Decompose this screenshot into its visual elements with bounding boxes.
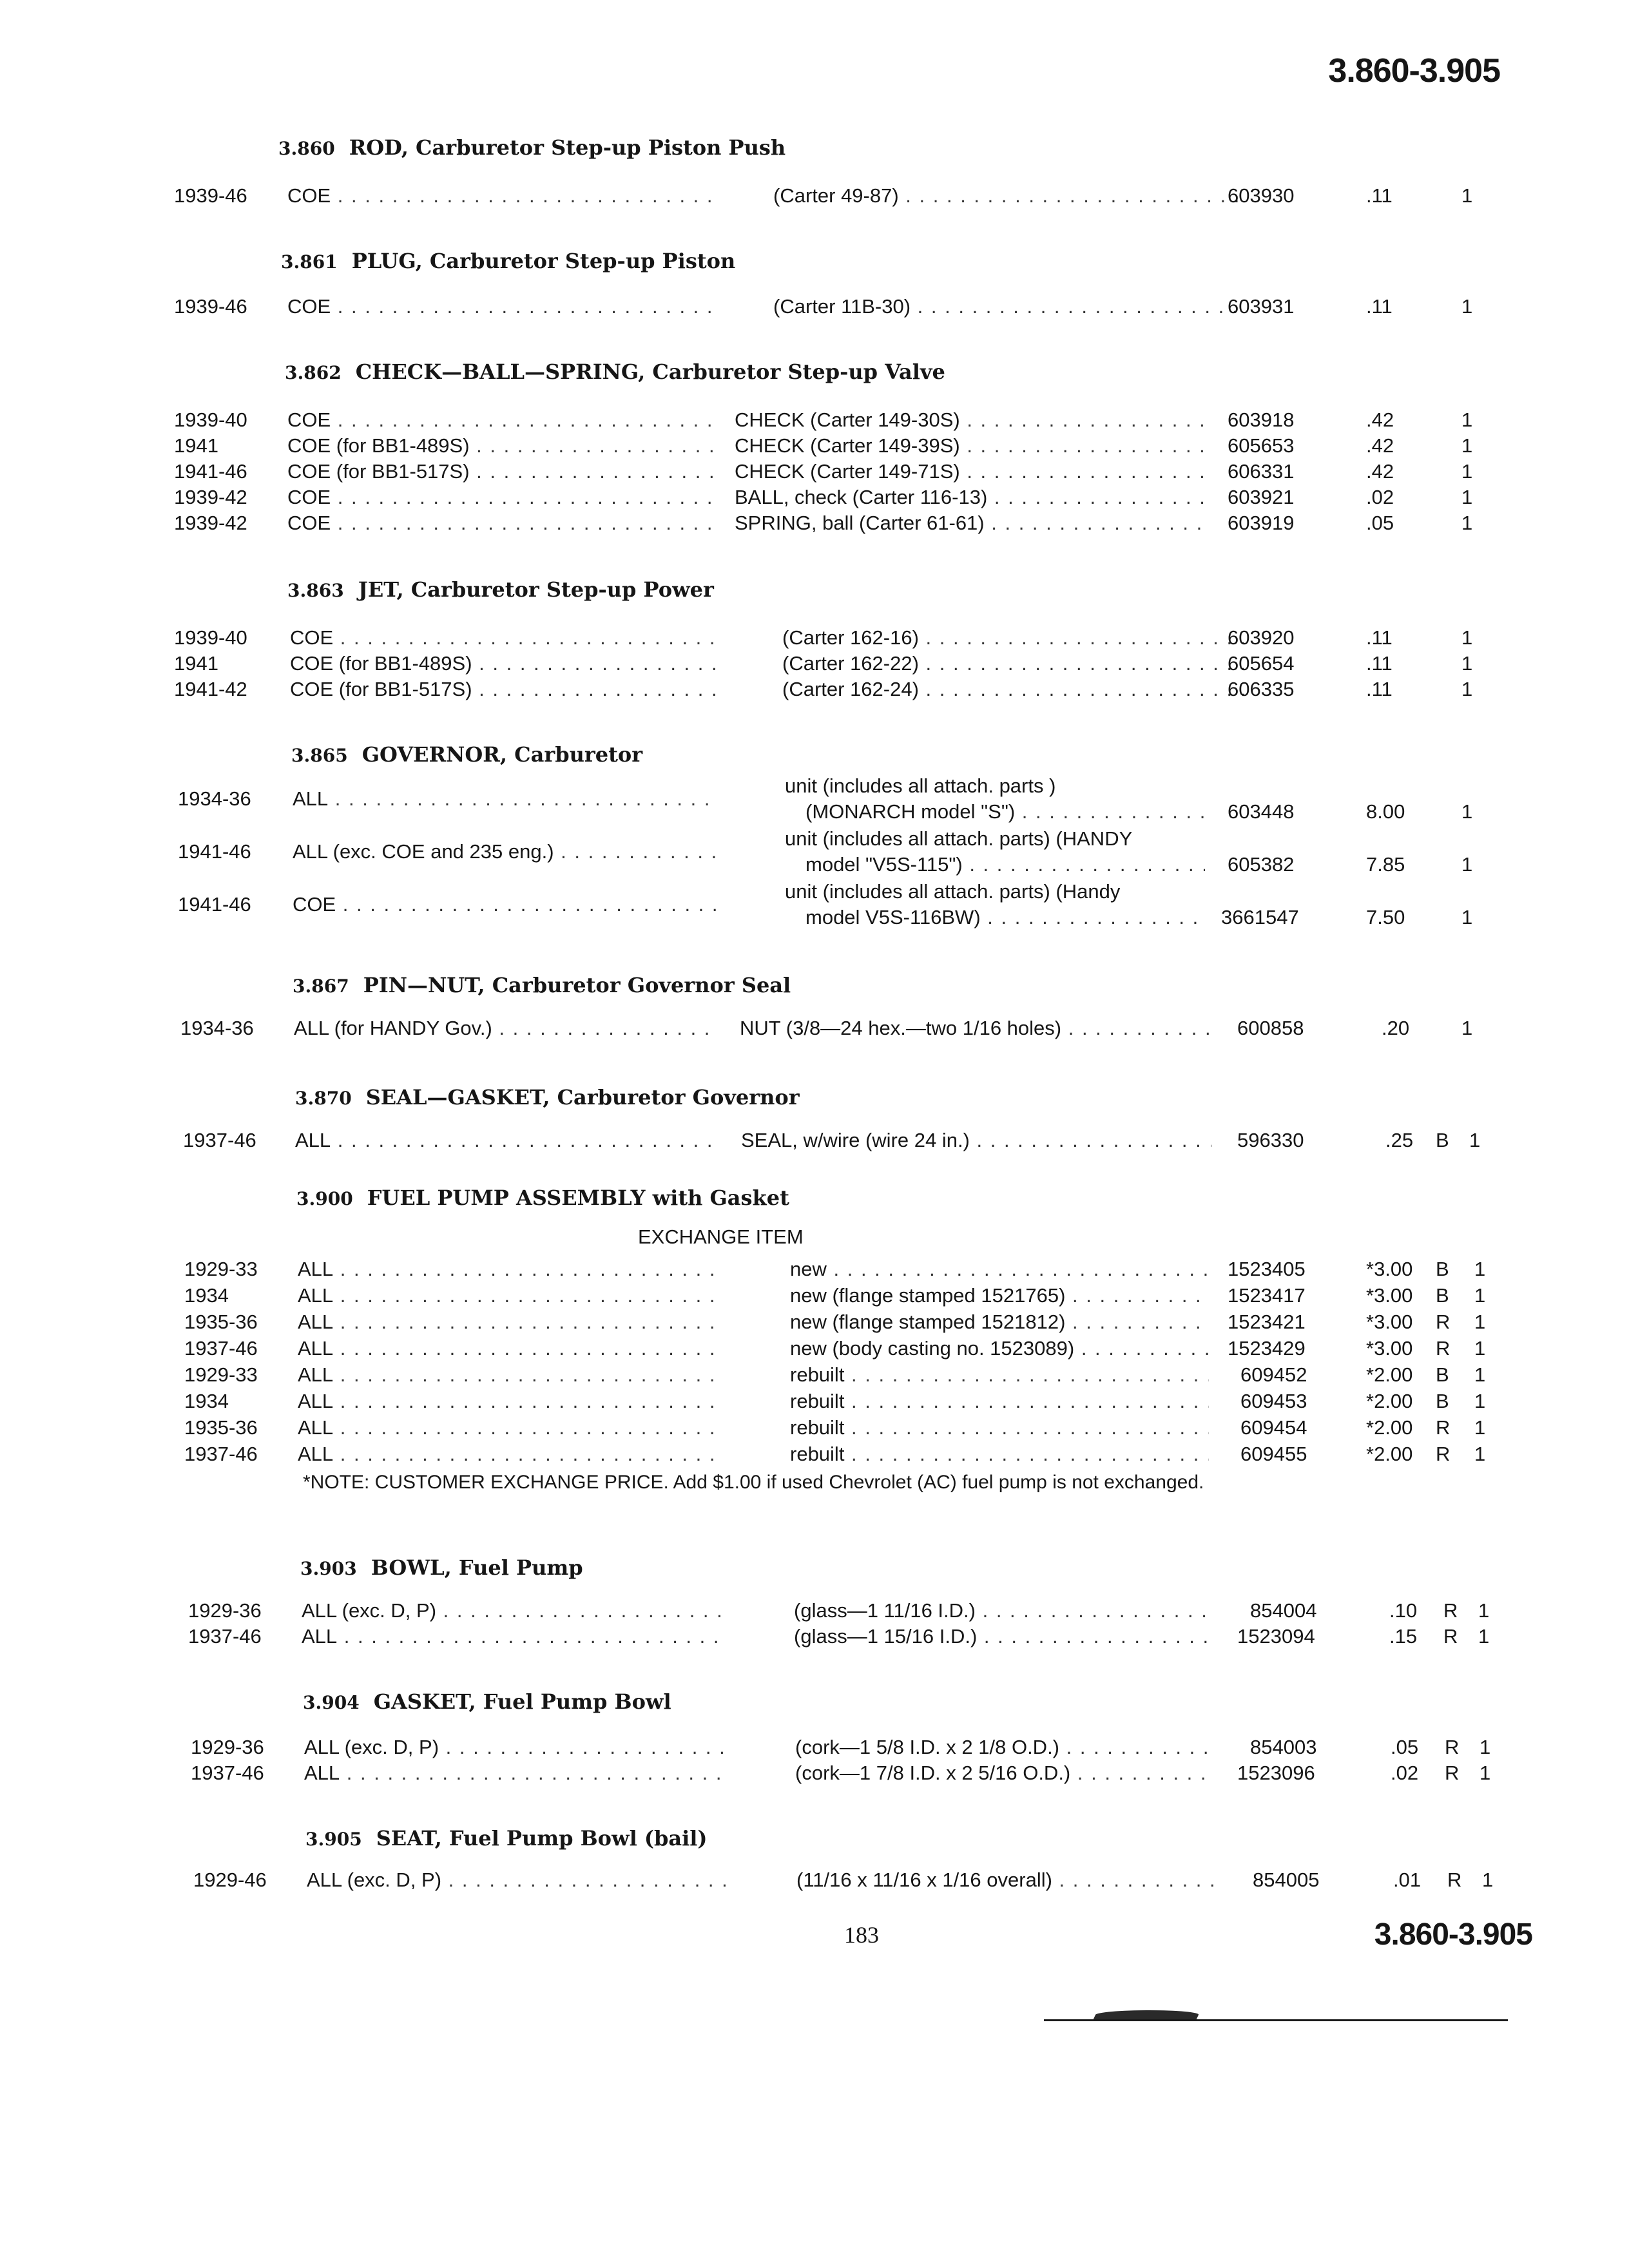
code: R — [1443, 1599, 1458, 1622]
section-number: 3.865 — [291, 745, 348, 766]
code: R — [1436, 1337, 1451, 1360]
price: .11 — [1366, 184, 1393, 207]
section-number: 3.905 — [305, 1829, 362, 1850]
description: (11/16 x 11/16 x 1/16 overall) . . . — [796, 1869, 1215, 1892]
model: COE (for BB1-489S) . . . — [287, 434, 713, 457]
description: rebuilt . . . — [790, 1443, 1209, 1466]
model: COE . . . — [287, 408, 713, 432]
description: new . . . — [790, 1258, 1209, 1281]
section-number: 3.870 — [295, 1088, 352, 1109]
part-number: 600858 — [1237, 1017, 1304, 1039]
table-row — [0, 678, 1629, 704]
description-continued: model "V5S-115") . . . — [805, 853, 1205, 876]
quantity: 1 — [1461, 1017, 1473, 1039]
years: 1937-46 — [183, 1129, 256, 1151]
section-title: PLUG, Carburetor Step-up Piston — [351, 249, 736, 273]
section-heading — [291, 742, 642, 767]
code: B — [1436, 1129, 1449, 1151]
model: COE . . . — [293, 893, 718, 916]
model: ALL . . . — [298, 1284, 723, 1307]
section-number: 3.900 — [296, 1188, 353, 1209]
part-number: 603930 — [1228, 184, 1295, 207]
model: ALL (exc. D, P) . . . — [304, 1736, 729, 1759]
section-number: 3.863 — [287, 580, 344, 601]
part-number: 3661547 — [1221, 906, 1299, 928]
model: ALL . . . — [298, 1443, 723, 1466]
model: COE . . . — [290, 626, 715, 649]
description: (Carter 49-87) . . . — [773, 184, 1244, 207]
table-row — [0, 1258, 1629, 1283]
years: 1929-36 — [188, 1599, 262, 1622]
table-row — [0, 1736, 1629, 1762]
price: .05 — [1391, 1736, 1419, 1758]
price: *3.00 — [1366, 1258, 1413, 1280]
years: 1941 — [174, 434, 218, 457]
description: CHECK (Carter 149-30S) . . . — [735, 408, 1205, 432]
section-heading — [285, 360, 945, 384]
quantity: 1 — [1461, 626, 1473, 649]
description: new (flange stamped 1521765) . . . — [790, 1284, 1209, 1307]
table-row — [0, 1869, 1629, 1894]
part-number: 1523094 — [1237, 1625, 1315, 1648]
quantity: 1 — [1461, 486, 1473, 508]
page-range-bottom: 3.860-3.905 — [1374, 1917, 1532, 1952]
quantity: 1 — [1461, 652, 1473, 675]
model: ALL . . . — [298, 1416, 723, 1439]
part-number: 603920 — [1228, 626, 1295, 649]
table-row — [0, 1599, 1629, 1625]
description: SEAL, w/wire (wire 24 in.) . . . — [741, 1129, 1211, 1152]
part-number: 609454 — [1240, 1416, 1307, 1439]
section-heading — [281, 249, 735, 273]
price: .10 — [1389, 1599, 1418, 1622]
section-number: 3.862 — [285, 362, 342, 383]
table-row — [0, 1337, 1629, 1363]
price: .05 — [1366, 512, 1394, 534]
table-row — [0, 1284, 1629, 1310]
table-row — [0, 1416, 1629, 1442]
exchange-item-subheading: EXCHANGE ITEM — [638, 1225, 804, 1248]
table-row — [0, 774, 1629, 823]
description: new (flange stamped 1521812) . . . — [790, 1311, 1209, 1334]
quantity: 1 — [1480, 1736, 1491, 1758]
model: ALL . . . — [295, 1129, 720, 1152]
quantity: 1 — [1461, 434, 1473, 457]
price: .11 — [1366, 295, 1393, 318]
table-row — [0, 460, 1629, 486]
table-row — [0, 1762, 1629, 1787]
part-number: 603918 — [1228, 408, 1295, 431]
description: rebuilt . . . — [790, 1416, 1209, 1439]
page-range-top: 3.860-3.905 — [1328, 52, 1500, 90]
price: 7.85 — [1366, 853, 1405, 876]
price: 8.00 — [1366, 800, 1405, 823]
price: .20 — [1382, 1017, 1410, 1039]
years: 1937-46 — [188, 1625, 262, 1648]
section-title: PIN—NUT, Carburetor Governor Seal — [363, 973, 791, 997]
code: R — [1447, 1869, 1462, 1891]
section-heading — [278, 135, 786, 160]
price: .11 — [1366, 652, 1393, 675]
table-row — [0, 1625, 1629, 1651]
years: 1929-46 — [193, 1869, 267, 1891]
part-number: 606331 — [1228, 460, 1295, 483]
table-row — [0, 1390, 1629, 1416]
years: 1935-36 — [184, 1416, 258, 1439]
model: COE (for BB1-517S) . . . — [287, 460, 713, 483]
years: 1929-33 — [184, 1258, 258, 1280]
section-heading — [305, 1826, 708, 1850]
description: new (body casting no. 1523089) . . . — [790, 1337, 1209, 1360]
model: COE (for BB1-517S) . . . — [290, 678, 715, 701]
part-number: 603919 — [1228, 512, 1295, 534]
table-row — [0, 486, 1629, 512]
years: 1941-42 — [174, 678, 247, 700]
part-number: 854003 — [1250, 1736, 1317, 1758]
years: 1941 — [174, 652, 218, 675]
section-title: GOVERNOR, Carburetor — [361, 742, 643, 767]
price: .11 — [1366, 626, 1393, 649]
part-number: 605654 — [1228, 652, 1295, 675]
part-number: 1523405 — [1228, 1258, 1306, 1280]
quantity: 1 — [1461, 295, 1473, 318]
section-heading — [303, 1689, 671, 1714]
description: (Carter 162-24) . . . — [782, 678, 1253, 701]
section-title: SEAL—GASKET, Carburetor Governor — [365, 1085, 800, 1110]
quantity: 1 — [1474, 1258, 1486, 1280]
price: .42 — [1366, 460, 1394, 483]
years: 1929-33 — [184, 1363, 258, 1386]
part-number: 606335 — [1228, 678, 1295, 700]
part-number: 609455 — [1240, 1443, 1307, 1465]
description: (Carter 162-22) . . . — [782, 652, 1253, 675]
part-number: 605382 — [1228, 853, 1295, 876]
years: 1939-42 — [174, 486, 247, 508]
quantity: 1 — [1482, 1869, 1494, 1891]
price: *2.00 — [1366, 1416, 1413, 1439]
table-row — [0, 1363, 1629, 1389]
code: B — [1436, 1363, 1449, 1386]
quantity: 1 — [1461, 408, 1473, 431]
description-continued: (MONARCH model "S") . . . — [805, 800, 1205, 823]
section-title: SEAT, Fuel Pump Bowl (bail) — [376, 1826, 708, 1850]
page-number: 183 — [844, 1922, 879, 1948]
part-number: 603448 — [1228, 800, 1295, 823]
quantity: 1 — [1474, 1443, 1486, 1465]
quantity: 1 — [1474, 1311, 1486, 1333]
description: SPRING, ball (Carter 61-61) . . . — [735, 512, 1205, 535]
quantity: 1 — [1461, 512, 1473, 534]
section-number: 3.903 — [300, 1558, 357, 1579]
price: .42 — [1366, 434, 1394, 457]
section-number: 3.867 — [293, 975, 349, 997]
section-title: CHECK—BALL—SPRING, Carburetor Step-up Valve — [355, 360, 945, 384]
quantity: 1 — [1478, 1625, 1490, 1648]
code: B — [1436, 1258, 1449, 1280]
years: 1941-46 — [178, 893, 251, 916]
description: BALL, check (Carter 116-13) . . . — [735, 486, 1205, 509]
code: R — [1436, 1416, 1451, 1439]
model: ALL . . . — [304, 1762, 729, 1785]
section-heading — [295, 1085, 800, 1110]
quantity: 1 — [1461, 460, 1473, 483]
part-number: 609452 — [1240, 1363, 1307, 1386]
table-row — [0, 652, 1629, 678]
model: COE . . . — [287, 184, 713, 207]
price: .02 — [1366, 486, 1394, 508]
years: 1939-42 — [174, 512, 247, 534]
section-heading — [293, 973, 791, 997]
description: rebuilt . . . — [790, 1390, 1209, 1413]
quantity: 1 — [1474, 1363, 1486, 1386]
model: ALL . . . — [298, 1258, 723, 1281]
section-number: 3.860 — [278, 138, 335, 159]
part-number: 1523096 — [1237, 1762, 1315, 1784]
model: ALL . . . — [298, 1363, 723, 1387]
quantity: 1 — [1461, 906, 1473, 928]
table-row — [0, 184, 1629, 210]
quantity: 1 — [1480, 1762, 1491, 1784]
table-row — [0, 827, 1629, 876]
model: COE . . . — [287, 512, 713, 535]
model: ALL (for HANDY Gov.) . . . — [294, 1017, 719, 1040]
years: 1934-36 — [178, 787, 251, 810]
price: .02 — [1391, 1762, 1419, 1784]
quantity: 1 — [1461, 678, 1473, 700]
section-number: 3.904 — [303, 1692, 360, 1713]
part-number: 1523417 — [1228, 1284, 1306, 1307]
model: ALL (exc. D, P) . . . — [302, 1599, 727, 1622]
part-number: 854004 — [1250, 1599, 1317, 1622]
table-row — [0, 434, 1629, 460]
description: CHECK (Carter 149-39S) . . . — [735, 434, 1205, 457]
model: ALL . . . — [298, 1337, 723, 1360]
years: 1937-46 — [191, 1762, 264, 1784]
code: R — [1436, 1311, 1451, 1333]
section-heading — [300, 1555, 583, 1580]
exchange-price-note: *NOTE: CUSTOMER EXCHANGE PRICE. Add $1.00 if used Chevrolet (AC) fuel pump is not exchanged. — [303, 1472, 1204, 1493]
years: 1934 — [184, 1284, 229, 1307]
price: *3.00 — [1366, 1337, 1413, 1360]
description-continued: model V5S-116BW) . . . — [805, 906, 1205, 929]
part-number: 603921 — [1228, 486, 1295, 508]
table-row — [0, 626, 1629, 652]
code: R — [1443, 1625, 1458, 1648]
description: (glass—1 11/16 I.D.) . . . — [794, 1599, 1213, 1622]
description: unit (includes all attach. parts ) — [785, 774, 1056, 797]
quantity: 1 — [1474, 1416, 1486, 1439]
price: .25 — [1385, 1129, 1414, 1151]
price: *3.00 — [1366, 1284, 1413, 1307]
code: R — [1445, 1736, 1460, 1758]
years: 1937-46 — [184, 1337, 258, 1360]
part-number: 854005 — [1253, 1869, 1320, 1891]
part-number: 605653 — [1228, 434, 1295, 457]
years: 1939-46 — [174, 295, 247, 318]
years: 1937-46 — [184, 1443, 258, 1465]
years: 1941-46 — [174, 460, 247, 483]
section-number: 3.861 — [281, 251, 338, 273]
code: R — [1436, 1443, 1451, 1465]
model: ALL (exc. D, P) . . . — [307, 1869, 732, 1892]
years: 1934-36 — [180, 1017, 254, 1039]
years: 1929-36 — [191, 1736, 264, 1758]
table-row — [0, 295, 1629, 321]
section-title: FUEL PUMP ASSEMBLY with Gasket — [367, 1186, 789, 1210]
price: .11 — [1366, 678, 1393, 700]
years: 1934 — [184, 1390, 229, 1412]
part-number: 1523429 — [1228, 1337, 1306, 1360]
code: B — [1436, 1390, 1449, 1412]
footer-rule — [1044, 2019, 1508, 2021]
part-number: 603931 — [1228, 295, 1295, 318]
table-row — [0, 1129, 1629, 1155]
table-row — [0, 880, 1629, 928]
table-row — [0, 1443, 1629, 1468]
table-row — [0, 408, 1629, 434]
description: NUT (3/8—24 hex.—two 1/16 holes) . . . — [740, 1017, 1210, 1040]
section-heading — [287, 577, 714, 602]
model: ALL . . . — [302, 1625, 727, 1648]
model: COE . . . — [287, 486, 713, 509]
quantity: 1 — [1474, 1337, 1486, 1360]
quantity: 1 — [1474, 1284, 1486, 1307]
model: ALL (exc. COE and 235 eng.) . . . — [293, 840, 718, 863]
price: *2.00 — [1366, 1443, 1413, 1465]
years: 1935-36 — [184, 1311, 258, 1333]
description: (glass—1 15/16 I.D.) . . . — [794, 1625, 1213, 1648]
table-row — [0, 512, 1629, 537]
description: (Carter 11B-30) . . . — [773, 295, 1244, 318]
quantity: 1 — [1474, 1390, 1486, 1412]
part-number: 609453 — [1240, 1390, 1307, 1412]
model: ALL . . . — [293, 787, 718, 811]
section-title: ROD, Carburetor Step-up Piston Push — [349, 135, 786, 160]
code: B — [1436, 1284, 1449, 1307]
section-title: BOWL, Fuel Pump — [371, 1555, 583, 1580]
price: *2.00 — [1366, 1363, 1413, 1386]
price: .01 — [1393, 1869, 1422, 1891]
description: (cork—1 5/8 I.D. x 2 1/8 O.D.) . . . — [795, 1736, 1214, 1759]
footer-smudge — [1094, 2010, 1201, 2019]
part-number: 1523421 — [1228, 1311, 1306, 1333]
model: ALL . . . — [298, 1311, 723, 1334]
years: 1939-40 — [174, 408, 247, 431]
model: COE (for BB1-489S) . . . — [290, 652, 715, 675]
price: 7.50 — [1366, 906, 1405, 928]
section-heading — [296, 1186, 789, 1210]
quantity: 1 — [1461, 800, 1473, 823]
table-row — [0, 1311, 1629, 1336]
part-number: 596330 — [1237, 1129, 1304, 1151]
description: CHECK (Carter 149-71S) . . . — [735, 460, 1205, 483]
quantity: 1 — [1469, 1129, 1481, 1151]
code: R — [1445, 1762, 1460, 1784]
description: rebuilt . . . — [790, 1363, 1209, 1387]
section-title: GASKET, Fuel Pump Bowl — [373, 1689, 671, 1714]
quantity: 1 — [1461, 184, 1473, 207]
description: unit (includes all attach. parts) (Handy — [785, 880, 1121, 903]
description: (cork—1 7/8 I.D. x 2 5/16 O.D.) . . . — [795, 1762, 1214, 1785]
price: .42 — [1366, 408, 1394, 431]
years: 1939-40 — [174, 626, 247, 649]
quantity: 1 — [1461, 853, 1473, 876]
price: .15 — [1389, 1625, 1418, 1648]
section-title: JET, Carburetor Step-up Power — [358, 577, 714, 602]
quantity: 1 — [1478, 1599, 1490, 1622]
years: 1941-46 — [178, 840, 251, 863]
description: (Carter 162-16) . . . — [782, 626, 1253, 649]
price: *3.00 — [1366, 1311, 1413, 1333]
years: 1939-46 — [174, 184, 247, 207]
price: *2.00 — [1366, 1390, 1413, 1412]
model: ALL . . . — [298, 1390, 723, 1413]
description: unit (includes all attach. parts) (HANDY — [785, 827, 1133, 850]
model: COE . . . — [287, 295, 713, 318]
table-row — [0, 1017, 1629, 1043]
